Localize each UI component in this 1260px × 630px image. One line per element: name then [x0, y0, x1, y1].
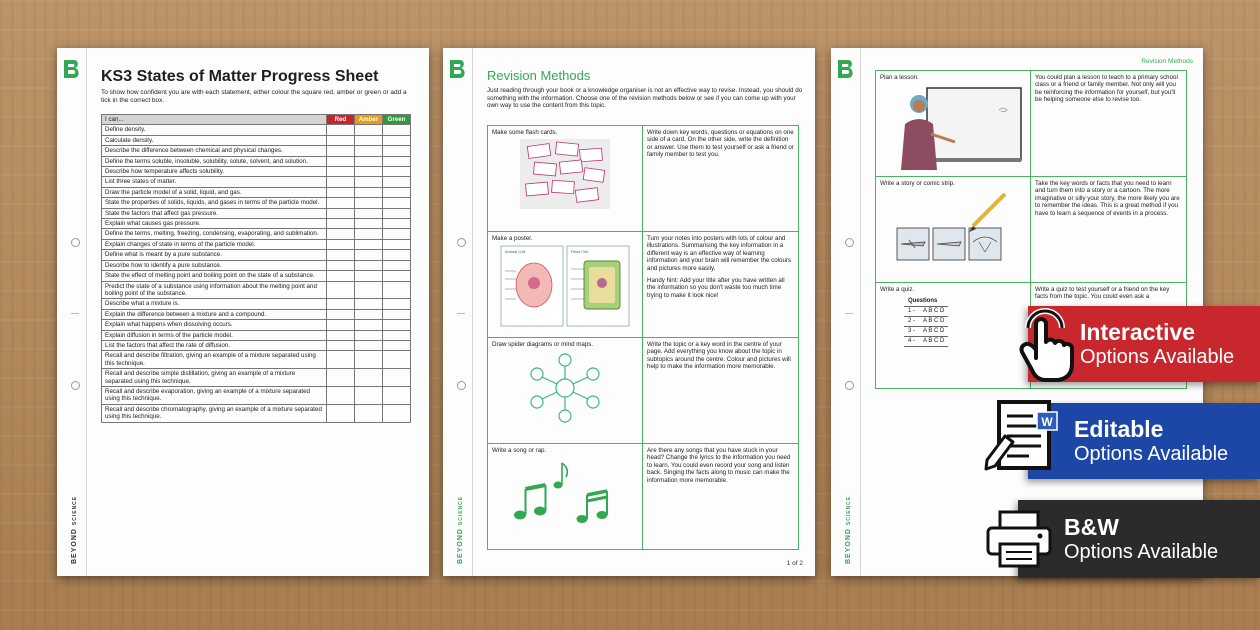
quiz-num: 4 - — [904, 337, 919, 347]
table-row — [102, 177, 411, 187]
green-rating-box[interactable] — [383, 239, 411, 249]
quiz-options: A B C D — [919, 327, 948, 337]
beyond-logo-icon — [61, 58, 81, 80]
header-amber: Amber — [355, 115, 383, 125]
quiz-image — [904, 297, 948, 347]
statement-cell: Explain what causes gas pressure. — [102, 219, 327, 229]
red-rating-box[interactable] — [327, 330, 355, 340]
red-rating-box[interactable] — [327, 369, 355, 387]
amber-rating-box[interactable] — [355, 309, 383, 319]
intro-text: To show how confident you are with each statement, either colour the square red, amber or green or add a tick in the correct box. — [101, 89, 407, 104]
amber-rating-box[interactable] — [355, 156, 383, 166]
beyond-logo-icon — [447, 58, 467, 80]
green-rating-box[interactable] — [383, 386, 411, 404]
method-cell-flash-cards: Make some flash cards. — [488, 126, 643, 232]
red-rating-box[interactable] — [327, 156, 355, 166]
table-row — [102, 309, 411, 319]
beyond-logo-icon — [835, 58, 855, 80]
statement-cell: Define the terms soluble, insoluble, solubility, solute, solvent, and solution. — [102, 156, 327, 166]
red-rating-box[interactable] — [327, 281, 355, 299]
revision-methods-table — [487, 125, 799, 550]
table-row — [102, 369, 411, 387]
green-rating-box[interactable] — [383, 351, 411, 369]
amber-rating-box[interactable] — [355, 330, 383, 340]
side-brand-label: BEYOND SCIENCE — [845, 495, 852, 564]
green-rating-box[interactable] — [383, 135, 411, 145]
amber-rating-box[interactable] — [355, 219, 383, 229]
red-rating-box[interactable] — [327, 125, 355, 135]
green-rating-box[interactable] — [383, 146, 411, 156]
statement-cell: Recall and describe chromatography, giving an example of a mixture separated using this technique. — [102, 404, 327, 422]
method-cell-story: Write a story or comic strip. — [876, 177, 1031, 283]
statement-cell: Predict the state of a substance using information about the melting point and boiling point of the substance. — [102, 281, 327, 299]
fold-mark — [457, 313, 465, 314]
poster-label-plant: Plant Cell — [571, 249, 589, 255]
intro-text: Just reading through your book or a knowledge organiser is not an effective way to revise. Instead, you should do something with the information. Choose one of the revision methods below or see if you can come up with your own way to use the content from this topic. — [487, 87, 803, 110]
table-row — [102, 167, 411, 177]
svg-text:W: W — [1041, 415, 1053, 429]
green-rating-box[interactable] — [383, 250, 411, 260]
music-notes-icon — [510, 457, 620, 527]
red-rating-box[interactable] — [327, 260, 355, 270]
header-red: Red — [327, 115, 355, 125]
red-rating-box[interactable] — [327, 404, 355, 422]
red-rating-box[interactable] — [327, 229, 355, 239]
poster-label-animal: Animal Cell — [505, 249, 526, 255]
red-rating-box[interactable] — [327, 340, 355, 350]
statement-cell: Explain changes of state in terms of the particle model. — [102, 239, 327, 249]
green-rating-box[interactable] — [383, 281, 411, 299]
red-rating-box[interactable] — [327, 309, 355, 319]
green-rating-box[interactable] — [383, 330, 411, 340]
page-title: KS3 States of Matter Progress Sheet — [101, 68, 379, 85]
page-spine — [57, 48, 87, 576]
green-rating-box[interactable] — [383, 219, 411, 229]
statement-cell: Define what is meant by a pure substance. — [102, 250, 327, 260]
amber-rating-box[interactable] — [355, 229, 383, 239]
table-row — [102, 271, 411, 281]
statement-cell: Define density. — [102, 125, 327, 135]
red-rating-box[interactable] — [327, 271, 355, 281]
method-desc-plan-lesson: You could plan a lesson to teach to a primary school class or a friend or family member. Not only will you be reinforcing the information for yourself, but you'll be helping someone else to revise too. — [1031, 71, 1187, 177]
amber-rating-box[interactable] — [355, 351, 383, 369]
table-row — [102, 156, 411, 166]
binder-hole — [457, 381, 466, 390]
quiz-num: 2 - — [904, 317, 919, 327]
table-header-row — [102, 115, 411, 125]
table-row — [102, 187, 411, 197]
amber-rating-box[interactable] — [355, 386, 383, 404]
green-rating-box[interactable] — [383, 208, 411, 218]
side-brand-label: BEYOND SCIENCE — [71, 495, 78, 564]
statement-cell: Describe how temperature affects solubility. — [102, 167, 327, 177]
binder-hole — [457, 238, 466, 247]
method-desc-poster: Turn your notes into posters with lots of colour and illustrations. Summarising the key information in a different way is an effective way of learning information and your brain will remember the colours and pictures more easily. Handy hint: Add your title after you have written all the information so you don't waste too much time trying to make it look nice! — [643, 232, 799, 338]
amber-rating-box[interactable] — [355, 271, 383, 281]
statement-cell: State the factors that affect gas pressure. — [102, 208, 327, 218]
red-rating-box[interactable] — [327, 299, 355, 309]
flash-cards-image — [520, 139, 610, 209]
quiz-options: A B C D — [919, 307, 948, 317]
table-row — [102, 351, 411, 369]
statement-cell: State the effect of melting point and boiling point on the state of a substance. — [102, 271, 327, 281]
amber-rating-box[interactable] — [355, 167, 383, 177]
red-rating-box[interactable] — [327, 177, 355, 187]
badge-subtitle: Options Available — [1080, 346, 1235, 368]
green-rating-box[interactable] — [383, 167, 411, 177]
progress-table — [101, 114, 411, 423]
green-rating-box[interactable] — [383, 198, 411, 208]
statement-cell: Recall and describe evaporation, giving an example of a mixture separated using this technique. — [102, 386, 327, 404]
page-spine — [443, 48, 473, 576]
green-rating-box[interactable] — [383, 260, 411, 270]
amber-rating-box[interactable] — [355, 281, 383, 299]
amber-rating-box[interactable] — [355, 369, 383, 387]
comic-strip-image — [893, 190, 1013, 270]
statement-cell: Draw the particle model of a solid, liquid, and gas. — [102, 187, 327, 197]
green-rating-box[interactable] — [383, 299, 411, 309]
running-header: Revision Methods — [1141, 58, 1193, 65]
amber-rating-box[interactable] — [355, 125, 383, 135]
table-row — [102, 135, 411, 145]
statement-cell: Explain what happens when dissolving occurs. — [102, 320, 327, 330]
amber-rating-box[interactable] — [355, 135, 383, 145]
statement-cell: List three states of matter. — [102, 177, 327, 187]
method-row — [876, 71, 1187, 177]
statement-cell: Explain the difference between a mixture and a compound. — [102, 309, 327, 319]
table-row — [102, 219, 411, 229]
green-rating-box[interactable] — [383, 156, 411, 166]
amber-rating-box[interactable] — [355, 250, 383, 260]
red-rating-box[interactable] — [327, 135, 355, 145]
binder-hole — [845, 381, 854, 390]
green-rating-box[interactable] — [383, 309, 411, 319]
red-rating-box[interactable] — [327, 320, 355, 330]
word-document-icon — [983, 396, 1063, 476]
amber-rating-box[interactable] — [355, 340, 383, 350]
table-row — [102, 386, 411, 404]
table-row — [102, 299, 411, 309]
header-i-can: I can... — [102, 115, 327, 125]
red-rating-box[interactable] — [327, 208, 355, 218]
printer-icon — [984, 508, 1054, 570]
statement-cell: Describe what a mixture is. — [102, 299, 327, 309]
amber-rating-box[interactable] — [355, 320, 383, 330]
table-row — [102, 320, 411, 330]
quiz-options: A B C D — [919, 317, 948, 327]
green-rating-box[interactable] — [383, 320, 411, 330]
header-green: Green — [383, 115, 411, 125]
method-desc-story: Take the key words or facts that you need to learn and turn them into a story or a cartoon. The more imaginative or silly your story, the more likely you are to remember the ideas. This is a great method if you have to learn a sequence of events in a process. — [1031, 177, 1187, 283]
badge-subtitle: Options Available — [1074, 443, 1229, 465]
red-rating-box[interactable] — [327, 386, 355, 404]
red-rating-box[interactable] — [327, 250, 355, 260]
touch-hand-icon — [1014, 298, 1076, 384]
amber-rating-box[interactable] — [355, 404, 383, 422]
method-desc-quiz: Write a quiz to test yourself or a friend on the key facts from the topic. You could even ask a — [1031, 283, 1187, 389]
red-rating-box[interactable] — [327, 351, 355, 369]
teacher-whiteboard-image — [883, 84, 1023, 170]
green-rating-box[interactable] — [383, 229, 411, 239]
red-rating-box[interactable] — [327, 198, 355, 208]
side-brand-label: BEYOND SCIENCE — [457, 495, 464, 564]
method-desc-spider-diagram: Write the topic or a key word in the centre of your page. Add everything you know about the topic in subtopics around the centre. Colour and pictures will help to make the information more memorable. — [643, 338, 799, 444]
table-row — [102, 260, 411, 270]
green-rating-box[interactable] — [383, 340, 411, 350]
table-row — [102, 404, 411, 422]
page-spine — [831, 48, 861, 576]
table-row — [102, 330, 411, 340]
binder-hole — [845, 238, 854, 247]
method-row — [488, 126, 799, 232]
cell-poster-image — [500, 245, 630, 327]
fold-mark — [845, 313, 853, 314]
table-row — [102, 198, 411, 208]
table-row — [102, 239, 411, 249]
statement-cell: List the factors that affect the rate of diffusion. — [102, 340, 327, 350]
table-row — [102, 250, 411, 260]
amber-rating-box[interactable] — [355, 208, 383, 218]
page-title: Revision Methods — [487, 68, 591, 83]
statement-cell: Recall and describe simple distillation, giving an example of a mixture separated using this technique. — [102, 369, 327, 387]
badge-title: Interactive — [1080, 319, 1196, 345]
method-row — [488, 338, 799, 444]
green-rating-box[interactable] — [383, 177, 411, 187]
green-rating-box[interactable] — [383, 271, 411, 281]
amber-rating-box[interactable] — [355, 260, 383, 270]
statement-cell: Recall and describe filtration, giving an example of a mixture separated using this technique. — [102, 351, 327, 369]
method-row — [488, 232, 799, 338]
statement-cell: Describe how to identify a pure substance. — [102, 260, 327, 270]
quiz-options: A B C D — [919, 337, 948, 347]
statement-cell: Explain diffusion in terms of the particle model. — [102, 330, 327, 340]
progress-sheet-page — [57, 48, 429, 576]
binder-hole — [71, 238, 80, 247]
quiz-title: Questions — [904, 297, 948, 307]
amber-rating-box[interactable] — [355, 239, 383, 249]
binder-hole — [71, 381, 80, 390]
quiz-num: 1 - — [904, 307, 919, 317]
green-rating-box[interactable] — [383, 187, 411, 197]
method-row — [876, 177, 1187, 283]
amber-rating-box[interactable] — [355, 177, 383, 187]
green-rating-box[interactable] — [383, 125, 411, 135]
amber-rating-box[interactable] — [355, 299, 383, 309]
red-rating-box[interactable] — [327, 167, 355, 177]
method-cell-plan-lesson: Plan a lesson. — [876, 71, 1031, 177]
fold-mark — [71, 313, 79, 314]
method-cell-spider-diagram: Draw spider diagrams or mind maps. — [488, 338, 643, 444]
green-rating-box[interactable] — [383, 369, 411, 387]
quiz-num: 3 - — [904, 327, 919, 337]
method-desc-flash-cards: Write down key words, questions or equations on one side of a card. On the other side, write the definition or answer. Use them to test yourself or ask a friend or family member to test you. — [643, 126, 799, 232]
statement-cell: State the properties of solids, liquids, and gases in terms of the particle model. — [102, 198, 327, 208]
statement-cell: Define the terms, melting, freezing, condensing, evaporating, and sublimation. — [102, 229, 327, 239]
badge-subtitle: Options Available — [1064, 541, 1219, 563]
badge-title: Editable — [1074, 416, 1164, 442]
table-row — [102, 340, 411, 350]
method-cell-song: Write a song or rap. — [488, 444, 643, 550]
amber-rating-box[interactable] — [355, 187, 383, 197]
green-rating-box[interactable] — [383, 404, 411, 422]
amber-rating-box[interactable] — [355, 198, 383, 208]
bw-options-badge[interactable] — [1018, 500, 1260, 578]
method-row — [488, 444, 799, 550]
red-rating-box[interactable] — [327, 187, 355, 197]
table-row — [102, 208, 411, 218]
red-rating-box[interactable] — [327, 219, 355, 229]
handy-hint: Handy hint: Add your title after you have written all the information so you don't waste too much time trying to make it look nice! — [647, 277, 785, 299]
table-row — [102, 146, 411, 156]
red-rating-box[interactable] — [327, 239, 355, 249]
method-desc-song: Are there any songs that you have stuck in your head? Change the lyrics to the information you need to learn. You could even record your song and listen back. Singing the facts along to music can make the information more memorable. — [643, 444, 799, 550]
revision-methods-page-1 — [443, 48, 815, 576]
amber-rating-box[interactable] — [355, 146, 383, 156]
red-rating-box[interactable] — [327, 146, 355, 156]
method-cell-poster: Make a poster. Animal Cell Plant Cell — [488, 232, 643, 338]
table-row — [102, 281, 411, 299]
method-cell-quiz: Write a quiz. Questions 1 - A B C D 2 - A B C D 3 - A B C D 4 - A B C D — [876, 283, 1031, 389]
page-number: 1 of 2 — [786, 560, 803, 567]
statement-cell: Describe the difference between chemical and physical changes. — [102, 146, 327, 156]
spider-diagram-icon — [525, 351, 605, 425]
badge-title: B&W — [1064, 514, 1119, 540]
table-row — [102, 229, 411, 239]
statement-cell: Calculate density. — [102, 135, 327, 145]
table-row — [102, 125, 411, 135]
